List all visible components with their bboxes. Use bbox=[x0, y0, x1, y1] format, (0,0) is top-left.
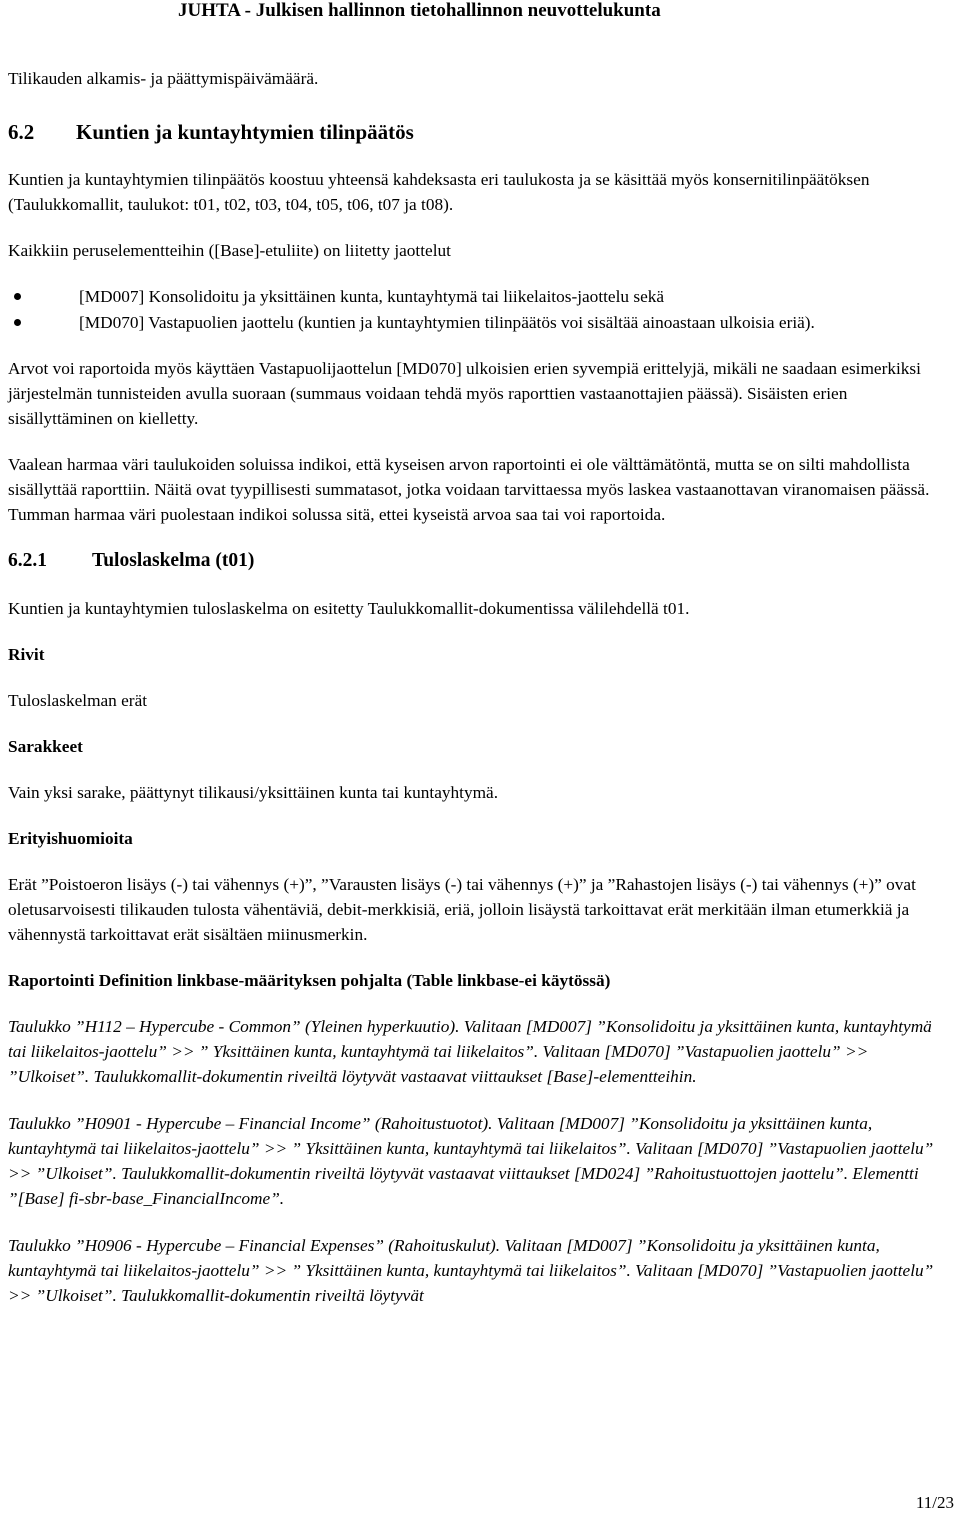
columns-text: Vain yksi sarake, päättynyt tilikausi/yksittäinen kunta tai kuntayhtymä. bbox=[8, 783, 499, 802]
italic-paragraph: Taulukko ”H112 – Hypercube - Common” (Yleinen hyperkuutio). Valitaan [MD007] ”Konsolidoitu ja yksittäinen kunta, kuntayhtymä tai liikelaitos-jaottelu” >> ” Yksittäinen kunta, kuntayhtymä tai liikelaitos”. Valitaan [MD070] ”Vastapuolien jaottelu” >> ”Ulkoiset”. Taulukkomallit-dokumentin riveiltä löytyvät vastaavat viittaukset [Base]-elementteihin. bbox=[8, 1017, 932, 1086]
subsection-title: Tuloslaskelma (t01) bbox=[92, 550, 255, 571]
section-title: Kuntien ja kuntayhtymien tilinpäätös bbox=[76, 120, 414, 144]
paragraph: Kuntien ja kuntayhtymien tilinpäätös koostuu yhteensä kahdeksasta eri taulukosta ja se käsittää myös konsernitilinpäätöksen (Taulukkomallit, taulukot: t01, t02, t03, t04, t05, t06, t07 ja t08). bbox=[8, 170, 870, 214]
italic-paragraph: Taulukko ”H0906 - Hypercube – Financial Expenses” (Rahoituskulut). Valitaan [MD007] ”Konsolidoitu ja yksittäinen kunta, kuntayhtymä tai liikelaitos-jaottelu” >> ” Yksittäinen kunta, kuntayhtymä tai liikelaitos”. Valitaan [MD070] ”Vastapuolien jaottelu” >> ”Ulkoiset”. Taulukkomallit-dokumentin riveiltä löytyvät bbox=[8, 1236, 934, 1305]
list-item: [MD070] Vastapuolien jaottelu (kuntien ja kuntayhtymien tilinpäätös voi sisältää ainoastaan ulkoisia eriä). bbox=[8, 310, 952, 335]
paragraph: Vaalean harmaa väri taulukoiden soluissa indikoi, että kyseisen arvon raportointi ei ole välttämätöntä, mutta se on silti mahdollista sisällyttää raporttiin. Näitä ovat tyypillisesti summatasot, jotka voidaan tarvittaessa myös laskea vastaanottavan viranomaisen päässä. Tumman harmaa väri puolestaan indikoi solussa sitä, ettei kyseistä arvoa saa tai voi raportoida. bbox=[8, 455, 930, 524]
list-item: [MD007] Konsolidoitu ja yksittäinen kunta, kuntayhtymä tai liikelaitos-jaottelu sekä bbox=[8, 284, 952, 309]
notes-heading: Erityishuomioita bbox=[8, 829, 133, 848]
reporting-heading: Raportointi Definition linkbase-määrityksen pohjalta (Table linkbase-ei käytössä) bbox=[8, 971, 611, 990]
rows-heading: Rivit bbox=[8, 645, 45, 664]
paragraph: Kaikkiin peruselementteihin ([Base]-etuliite) on liitetty jaottelut bbox=[8, 241, 451, 260]
rows-text: Tuloslaskelman erät bbox=[8, 691, 148, 710]
intro-line: Tilikauden alkamis- ja päättymispäivämäärä. bbox=[8, 69, 319, 88]
italic-paragraph: Taulukko ”H0901 - Hypercube – Financial Income” (Rahoitustuotot). Valitaan [MD007] ”Konsolidoitu ja yksittäinen kunta, kuntayhtymä tai liikelaitos-jaottelu” >> ” Yksittäinen kunta, kuntayhtymä tai liikelaitos”. Valitaan [MD070] ”Vastapuolien jaottelu” >> ”Ulkoiset”. Taulukkomallit-dokumentin riveiltä löytyvät vastaavat viittaukset [MD024] ”Rahoitustuottojen jaottelu”. Elementti ”[Base] fi-sbr-base_FinancialIncome”. bbox=[8, 1114, 934, 1208]
page-header: JUHTA - Julkisen hallinnon tietohallinnon neuvottelukunta bbox=[178, 0, 661, 21]
columns-heading: Sarakkeet bbox=[8, 737, 83, 756]
subsection-heading bbox=[8, 548, 952, 574]
page-content bbox=[8, 66, 952, 1330]
section-number: 6.2 bbox=[8, 120, 35, 144]
paragraph: Arvot voi raportoida myös käyttäen Vastapuolijaottelun [MD070] ulkoisien erien syvempiä erittelyjä, mikäli ne saadaan esimerkiksi järjestelmän tunnisteiden avulla suoraan (summaus voidaan tehdä myös raporttien vastaanottajien päässä). Sisäisten erien sisällyttäminen on kielletty. bbox=[8, 359, 921, 428]
page-number: 11/23 bbox=[915, 1493, 954, 1512]
subsection-number: 6.2.1 bbox=[8, 550, 47, 571]
dimension-list bbox=[8, 284, 952, 335]
paragraph: Kuntien ja kuntayhtymien tuloslaskelma on esitetty Taulukkomallit-dokumentissa välilehdellä t01. bbox=[8, 599, 690, 618]
section-heading bbox=[8, 119, 952, 145]
notes-text: Erät ”Poistoeron lisäys (-) tai vähennys (+)”, ”Varausten lisäys (-) tai vähennys (+)” ja ”Rahastojen lisäys (-) tai vähennys (+)” ovat oletusarvoisesti tilikauden tulosta vähentäviä, debit-merkkisiä, eriä, jolloin lisäystä tarkoittavat erät merkitään ilman etumerkkiä ja vähennystä tarkoittavat erät sisältäen miinusmerkin. bbox=[8, 875, 916, 944]
